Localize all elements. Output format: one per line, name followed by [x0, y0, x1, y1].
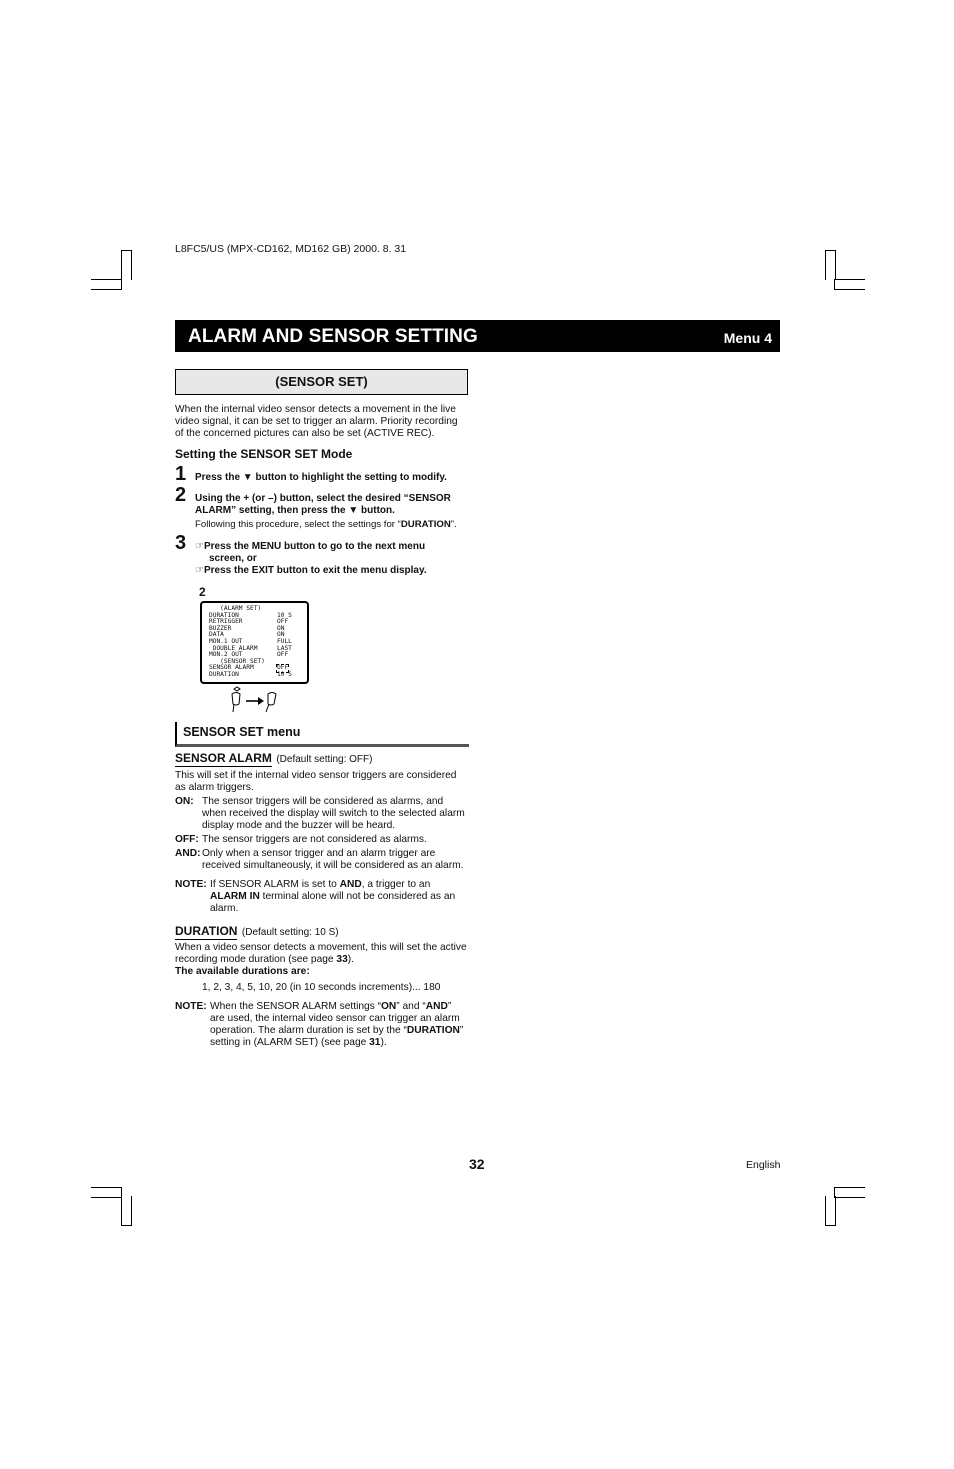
crop-mark-bottom-left-v: [121, 1196, 132, 1226]
step-line: ALARM” setting, then press the ▼ button.: [195, 505, 395, 516]
option-label: OFF:: [175, 834, 199, 845]
note-label: NOTE:: [175, 1001, 207, 1012]
crop-mark-bottom-left: [91, 1187, 122, 1198]
language-label: English: [746, 1159, 781, 1171]
sensor-alarm-title: SENSOR ALARM: [175, 751, 272, 765]
osd-row: MON.1 OUT: [209, 638, 243, 645]
intro-line: of the concerned pictures can also be set (ACTIVE REC).: [175, 428, 435, 439]
step-text: [195, 493, 467, 517]
osd-value: FULL: [277, 638, 292, 645]
option-desc: Only when a sensor trigger and an alarm trigger are received simultaneously, it will be considered as an alarm.: [202, 848, 464, 871]
available-durations: 1, 2, 3, 4, 5, 10, 20 (in 10 seconds increments)... 180: [202, 982, 441, 993]
osd-row: BUZZER: [209, 624, 232, 632]
section-title: (SENSOR SET): [175, 369, 468, 395]
step-line: screen, or: [209, 553, 257, 564]
menu-heading: [175, 722, 469, 747]
osd-value: 10 S: [277, 611, 292, 619]
option-desc: The sensor triggers are not considered as alarms.: [202, 834, 427, 845]
osd-row: DURATION: [209, 611, 239, 619]
duration-desc: When a video sensor detects a movement, this will set the active recording mode duration (see page 33). The available durations are:: [175, 942, 470, 978]
intro-line: When the internal video sensor detects a movement in the live: [175, 404, 456, 415]
header-code: L8FC5/US (MPX-CD162, MD162 GB) 2000. 8. 31: [175, 243, 407, 255]
crop-mark-bottom-right: [834, 1187, 865, 1198]
osd-row: (SENSOR SET): [209, 657, 265, 665]
setting-heading: Setting the SENSOR SET Mode: [175, 447, 353, 461]
osd-value: 10 S: [277, 671, 292, 678]
step-line: ☞Press the EXIT button to exit the menu display.: [195, 565, 427, 576]
osd-value: OFF: [277, 618, 289, 626]
duration-default: (Default setting: 10 S): [241, 927, 339, 938]
osd-row: SENSOR ALARM: [209, 664, 254, 672]
osd-value: OFF: [277, 651, 289, 659]
page-title: ALARM AND SENSOR SETTING: [188, 326, 478, 347]
crop-mark-bottom-right-v: [825, 1196, 836, 1226]
osd-value: ON: [277, 624, 285, 632]
step-line: ☞Press the MENU button to go to the next menu: [195, 541, 426, 552]
osd-screen: [200, 601, 309, 684]
button-press-icon: [224, 686, 280, 714]
osd-value: LAST: [277, 644, 292, 652]
step-text: Press the ▼ button to highlight the setting to modify.: [195, 472, 447, 483]
osd-value-highlighted: OFF: [277, 664, 289, 672]
step-number: 3: [175, 532, 187, 554]
osd-row: DOUBLE ALARM: [209, 644, 258, 652]
note-label: NOTE:: [175, 879, 207, 890]
step-number: 1: [175, 463, 187, 485]
osd-row: RETRIGGER: [209, 618, 243, 626]
step-text: [195, 541, 467, 577]
intro-paragraph: [175, 404, 467, 440]
note-text: If SENSOR ALARM is set to AND, a trigger to an ALARM IN terminal alone will not be considered as an alarm.: [210, 879, 456, 914]
crop-mark-top-right-v: [825, 250, 836, 280]
intro-line: video signal, it can be set to trigger an alarm. Priority recording: [175, 416, 458, 427]
sensor-alarm-default: (Default setting: OFF): [276, 754, 373, 765]
crop-mark-top-left-v: [121, 250, 132, 280]
note-text: When the SENSOR ALARM settings “ON” and “AND” are used, the internal video sensor can trigger an alarm operation. The alarm duration is set by the “DURATION” setting in (ALARM SET) (see page 31).: [210, 1001, 464, 1048]
duration-heading: [175, 922, 339, 940]
step-number: 2: [175, 484, 187, 506]
osd-row: DATA: [209, 631, 224, 639]
crop-mark-top-right: [834, 279, 865, 290]
sensor-alarm-desc: This will set if the internal video sensor triggers are considered as alarm triggers.: [175, 770, 457, 793]
osd-row: DURATION: [209, 671, 239, 678]
option-label: ON:: [175, 796, 194, 807]
menu-heading-text: SENSOR SET menu: [183, 725, 301, 739]
step-note: Following this procedure, select the settings for “DURATION”.: [195, 519, 457, 530]
osd-value: ON: [277, 631, 285, 639]
available-durations-heading: The available durations are:: [175, 966, 310, 977]
page-number: 32: [469, 1156, 485, 1172]
sensor-alarm-heading: [175, 749, 372, 767]
crop-mark-top-left: [91, 279, 122, 290]
figure-label: 2: [199, 585, 206, 599]
title-bar: [175, 320, 780, 352]
step-line: Using the + (or –) button, select the desired “SENSOR: [195, 493, 451, 504]
osd-row: MON.2 OUT: [209, 651, 243, 659]
menu-label: Menu 4: [723, 330, 772, 346]
osd-row: (ALARM SET): [209, 605, 262, 612]
option-desc: The sensor triggers will be considered as alarms, and when received the display will switch to the selected alarm display mode and the buzzer will be heard.: [202, 796, 465, 831]
option-label: AND:: [175, 848, 201, 859]
duration-title: DURATION: [175, 924, 238, 938]
